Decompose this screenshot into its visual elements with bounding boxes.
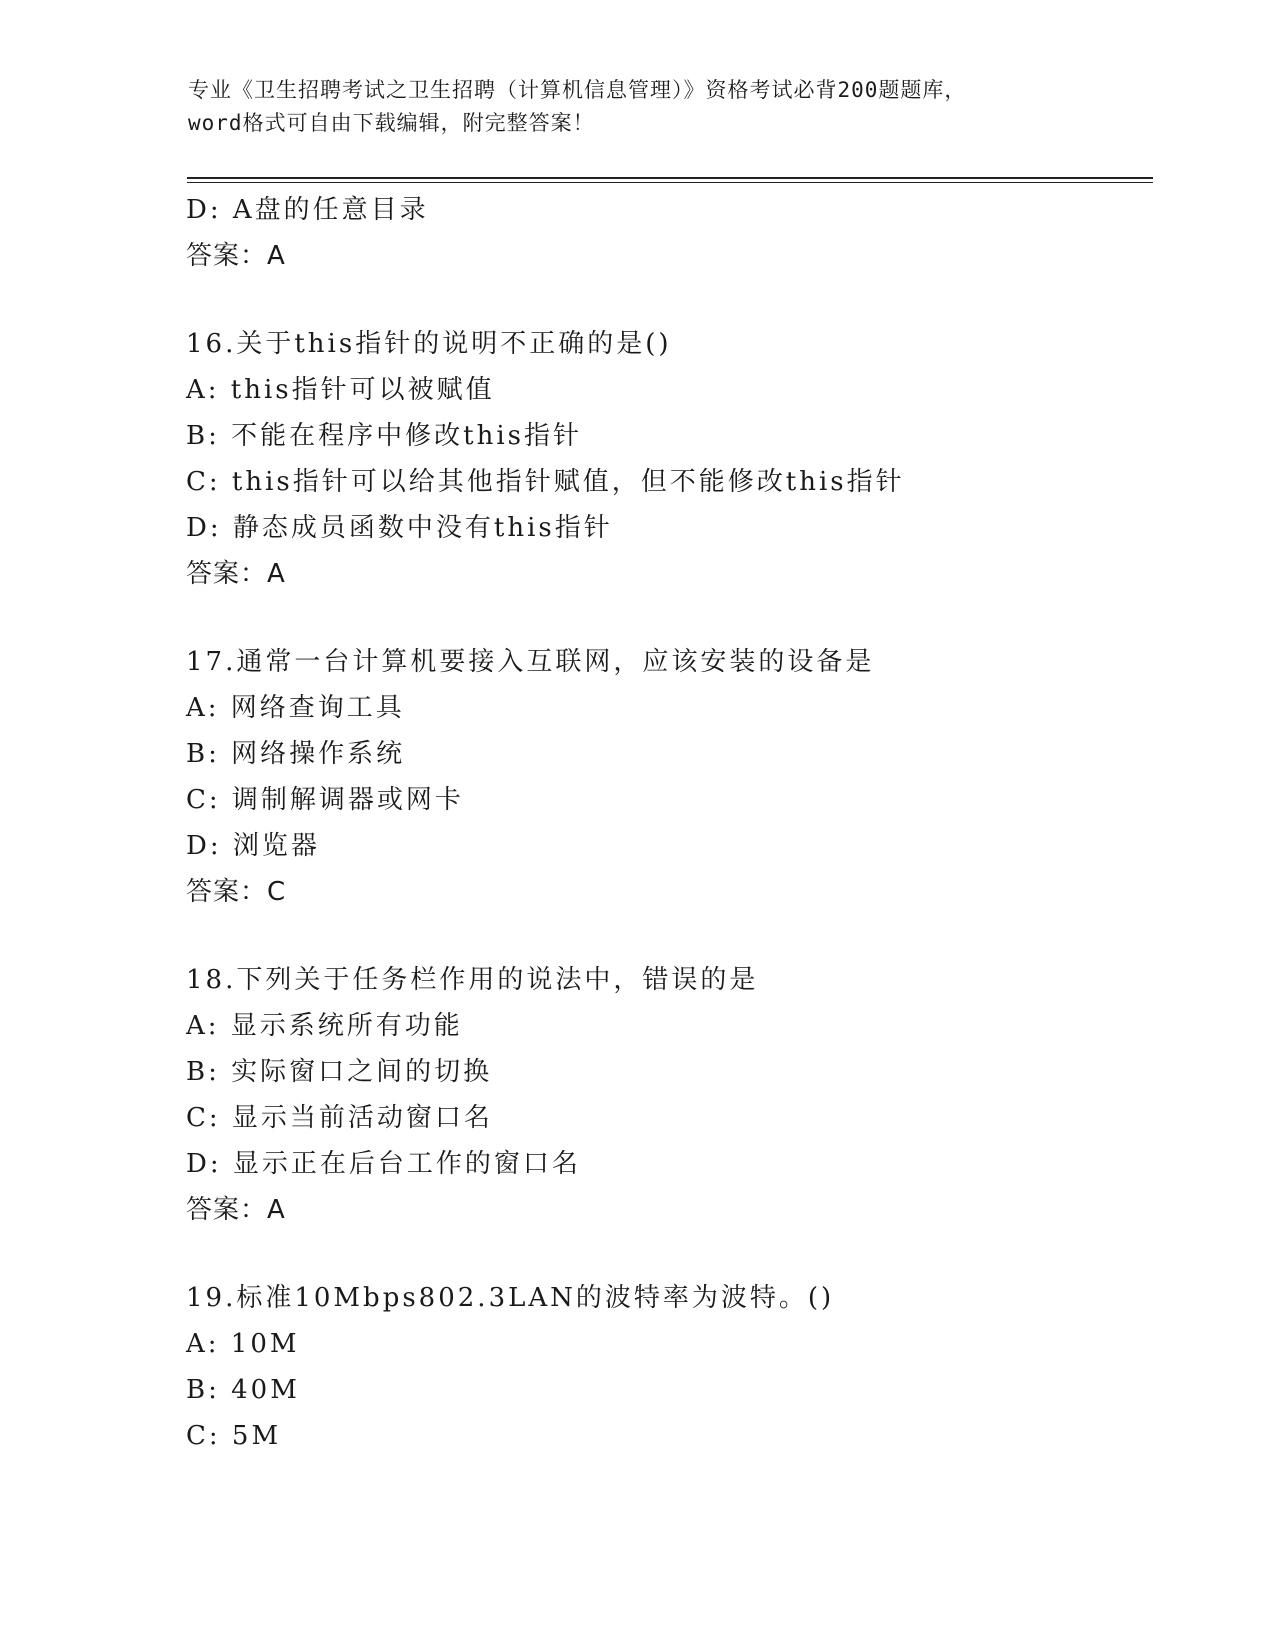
option-d: D: 静态成员函数中没有this指针 [186,513,613,543]
question-stem: 16.关于this指针的说明不正确的是() [186,329,672,359]
spacer [186,915,1166,957]
question-16 [186,321,1166,597]
option-d: D: A盘的任意目录 [186,195,429,225]
question-17 [186,639,1166,915]
answer-line: 答案：C [186,877,287,907]
header-title-line1: 专业《卫生招聘考试之卫生招聘（计算机信息管理）》资格考试必背200题题库， [188,78,967,102]
option-c: C: 5M [186,1421,282,1451]
option-b: B: 40M [186,1375,300,1405]
spacer [186,279,1166,321]
question-18 [186,957,1166,1233]
document-header [188,74,1088,140]
option-c: C: 显示当前活动窗口名 [186,1103,493,1133]
answer-line: 答案：A [186,559,286,589]
option-a: A: this指针可以被赋值 [186,375,495,405]
option-d: D: 显示正在后台工作的窗口名 [186,1149,581,1179]
option-a: A: 显示系统所有功能 [186,1011,463,1041]
option-a: A: 网络查询工具 [186,693,405,723]
header-title-line2: word格式可自由下载编辑，附完整答案！ [188,111,595,135]
spacer [186,1233,1166,1275]
option-c: C: 调制解调器或网卡 [186,785,464,815]
answer-line: 答案：A [186,241,286,271]
question-stem: 19.标准10Mbps802.3LAN的波特率为波特。() [186,1283,835,1313]
header-rule-thick [187,177,1153,179]
option-a: A: 10M [186,1329,300,1359]
question-19 [186,1275,1166,1459]
question-list [186,187,1166,1459]
option-c: C: this指针可以给其他指针赋值，但不能修改this指针 [186,467,905,497]
header-rule-thin [187,182,1153,183]
question-stem: 17.通常一台计算机要接入互联网，应该安装的设备是 [186,647,875,677]
answer-line: 答案：A [186,1195,286,1225]
option-d: D: 浏览器 [186,831,320,861]
option-b: B: 不能在程序中修改this指针 [186,421,582,451]
option-b: B: 实际窗口之间的切换 [186,1057,493,1087]
option-b: B: 网络操作系统 [186,739,406,769]
question-stem: 18.下列关于任务栏作用的说法中，错误的是 [186,965,759,995]
spacer [186,597,1166,639]
question-15-tail [186,187,1166,279]
